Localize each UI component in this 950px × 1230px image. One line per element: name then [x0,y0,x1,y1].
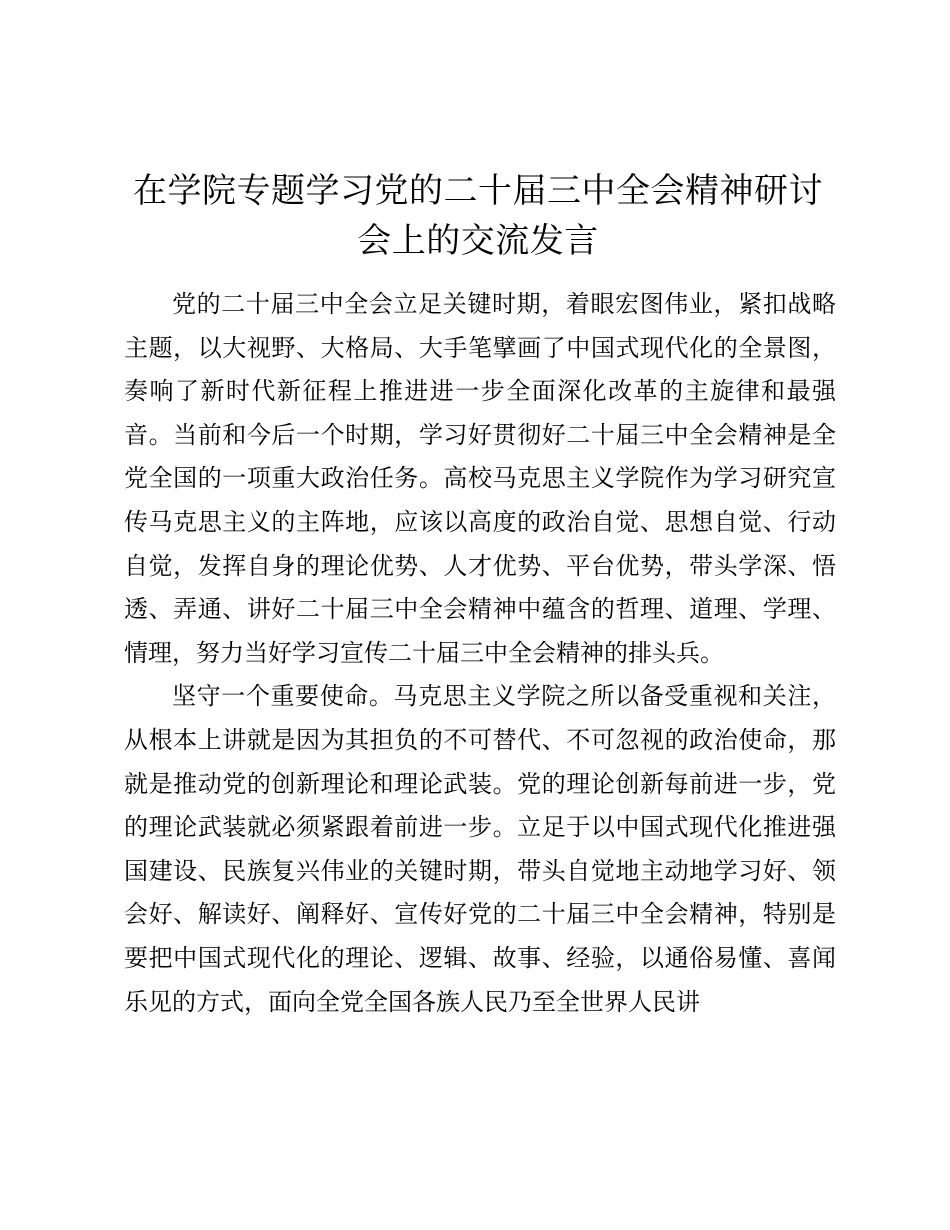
paragraph-intro: 党的二十届三中全会立足关键时期，着眼宏图伟业，紧扣战略主题，以大视野、大格局、大手笔擘画了中国式现代化的全景图，奏响了新时代新征程上推进进一步全面深化改革的主旋律和最强音。当前和今后一个时期，学习好贯彻好二十届三中全会精神是全党全国的一项重大政治任务。高校马克思主义学院作为学习研究宣传马克思主义的主阵地，应该以高度的政治自觉、思想自觉、行动自觉，发挥自身的理论优势、人才优势、平台优势，带头学深、悟透、弄通、讲好二十届三中全会精神中蕴含的哲理、道理、学理、情理，努力当好学习宣传二十届三中全会精神的排头兵。 [124,290,836,667]
document-title: 在学院专题学习党的二十届三中全会精神研讨会上的交流发言 [133,171,823,261]
paragraph-mission: 坚守一个重要使命。马克思主义学院之所以备受重视和关注，从根本上讲就是因为其担负的不可替代、不可忽视的政治使命，那就是推动党的创新理论和理论武装。党的理论创新每前进一步，党的理论武装就必须紧跟着前进一步。立足于以中国式现代化推进强国建设、民族复兴伟业的关键时期，带头自觉地主动地学习好、领会好、解读好、阐释好、宣传好党的二十届三中全会精神，特别是要把中国式现代化的理论、逻辑、故事、经验，以通俗易懂、喜闻乐见的方式，面向全党全国各族人民乃至全世界人民讲 [124,682,836,1016]
document-body [124,283,836,1024]
